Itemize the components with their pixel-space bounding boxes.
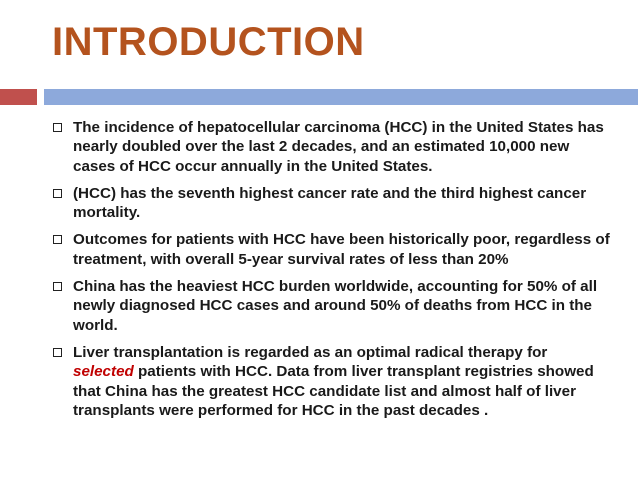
- bullet-text-after: patients with HCC. Data from liver transplant registries showed that China has the greatest HCC candidate list and almost half of liver transplants were performed for HCC in the past decades .: [73, 363, 594, 419]
- bullet-item: [52, 277, 612, 335]
- bullet-text-before: Liver transplantation is regarded as an optimal radical therapy for: [73, 343, 548, 361]
- bullet-list: [52, 118, 612, 428]
- title-accent-bar-left: [0, 89, 37, 105]
- bullet-item: [52, 343, 612, 420]
- title-accent-bar-right: [44, 89, 638, 105]
- bullet-text: (HCC) has the seventh highest cancer rate and the third highest cancer mortality.: [73, 184, 587, 222]
- bullet-item: [52, 230, 612, 269]
- checkbox-square-icon: [53, 235, 62, 244]
- checkbox-square-icon: [53, 348, 62, 357]
- bullet-text: Outcomes for patients with HCC have been historically poor, regardless of treatment, with overall 5-year survival rates of less than 20%: [73, 231, 610, 268]
- bullet-text: China has the heaviest HCC burden worldwide, accounting for 50% of all newly diagnosed HCC cases and around 50% of deaths from HCC in the world.: [73, 278, 598, 334]
- highlight-word: selected: [73, 363, 134, 381]
- bullet-item: [52, 118, 612, 176]
- bullet-text: The incidence of hepatocellular carcinoma (HCC) in the United States has nearly doubled over the last 2 decades, and an estimated 10,000 new cases of HCC occur annually in the United States.: [73, 119, 604, 175]
- checkbox-square-icon: [53, 123, 62, 132]
- slide-title: INTRODUCTION: [52, 20, 365, 64]
- bullet-item: [52, 184, 612, 223]
- checkbox-square-icon: [53, 282, 62, 291]
- checkbox-square-icon: [53, 189, 62, 198]
